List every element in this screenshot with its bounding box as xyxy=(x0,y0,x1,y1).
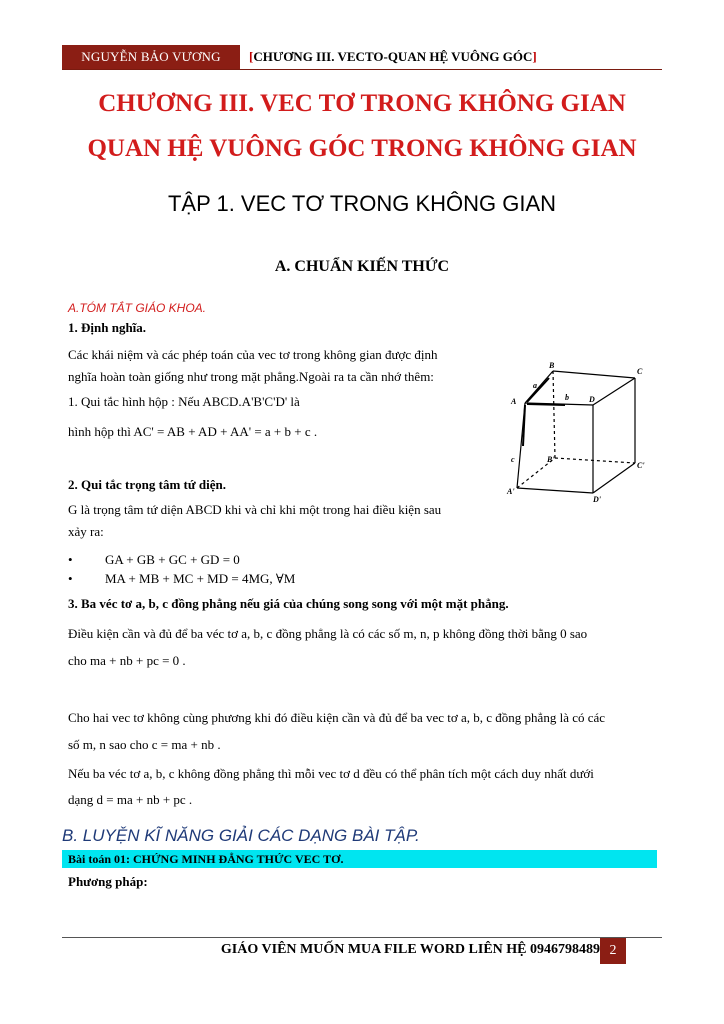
chapter-title-line1: CHƯƠNG III. VEC TƠ TRONG KHÔNG GIAN xyxy=(98,90,626,117)
label-Dp: D' xyxy=(593,495,601,504)
rule2-heading: 2. Qui tắc trọng tâm tứ diện. xyxy=(68,477,227,492)
bracket-open: [ xyxy=(249,49,254,64)
volume-subtitle: TẬP 1. VEC TƠ TRONG KHÔNG GIAN xyxy=(167,191,557,216)
label-Cp: C' xyxy=(637,461,645,470)
rule1-text-b: hình hộp thì AC' = AB + AD + AA' = a + b + c . xyxy=(68,424,318,439)
method-label: Phương pháp: xyxy=(68,874,148,889)
header-author: NGUYỄN BẢO VƯƠNG xyxy=(62,45,240,69)
bullet-dot: • xyxy=(68,571,73,586)
label-vector-b: b xyxy=(565,393,569,402)
paragraph2-line1: Cho hai vec tơ không cùng phương khi đó điều kiện cần và đủ để ba vec tơ a, b, c đồng phẳng là có các xyxy=(68,710,606,725)
rule3-text-2: cho ma + nb + pc = 0 . xyxy=(68,653,186,668)
page-header xyxy=(62,45,662,70)
paragraph2-line2: số m, n sao cho c = ma + nb . xyxy=(68,737,221,752)
edge-BpCp-hidden xyxy=(555,458,635,463)
rule2-text-1: G là trọng tâm tứ diện ABCD khi và chỉ khi một trong hai điều kiện sau xyxy=(68,502,442,517)
label-Ap: A' xyxy=(507,487,515,496)
definition-heading: 1. Định nghĩa. xyxy=(68,320,147,335)
footer-divider xyxy=(62,937,662,938)
rule2-text-2: xảy ra: xyxy=(68,524,104,539)
footer-contact: GIÁO VIÊN MUỐN MUA FILE WORD LIÊN HỆ 0946798489 xyxy=(220,942,600,957)
rule3-text-1: Điều kiện cần và đủ để ba véc tơ a, b, c đồng phẳng là có các số m, n, p không đồng thời bằng 0 sao xyxy=(68,626,588,641)
edge-DpCp xyxy=(593,463,635,493)
summary-heading: A.TÓM TẮT GIÁO KHOA. xyxy=(68,301,207,315)
label-D: D xyxy=(589,395,595,404)
bullet-equation: GA + GB + GC + GD = 0 xyxy=(105,552,240,567)
definition-text-1: Các khái niệm và các phép toán của vec tơ trong không gian được định xyxy=(68,347,438,362)
header-chapter-text: CHƯƠNG III. VECTO-QUAN HỆ VUÔNG GÓC xyxy=(253,49,533,64)
vector-c-arrow xyxy=(523,405,525,446)
vector-a-arrow xyxy=(527,378,549,402)
label-A: A xyxy=(511,397,517,406)
edge-ApDp xyxy=(517,488,593,493)
label-vector-a: a xyxy=(533,381,537,390)
label-Bp: B' xyxy=(547,455,555,464)
bullet-equation: MA + MB + MC + MD = 4MG, ∀M xyxy=(105,571,296,586)
bullet-dot: • xyxy=(68,552,73,567)
edge-BBp-hidden xyxy=(553,371,555,458)
page-number-box xyxy=(600,938,662,964)
rule1-text-a: 1. Qui tắc hình hộp : Nếu ABCD.A'B'C'D' là xyxy=(68,394,300,409)
problem-01-banner: Bài toán 01: CHỨNG MINH ĐẲNG THỨC VEC TƠ. xyxy=(62,850,657,868)
chapter-title-line2: QUAN HỆ VUÔNG GÓC TRONG KHÔNG GIAN xyxy=(87,135,637,162)
header-chapter xyxy=(249,45,537,69)
label-B: B xyxy=(549,361,555,370)
rule3-heading: 3. Ba véc tơ a, b, c đồng phẳng nếu giá của chúng song song với một mặt phẳng. xyxy=(68,596,509,611)
parallelepiped-figure xyxy=(503,358,653,508)
bracket-close: ] xyxy=(532,49,537,64)
edge-DC xyxy=(593,378,635,405)
vector-b-arrow xyxy=(527,404,565,405)
paragraph3-line2: dạng d = ma + nb + pc . xyxy=(68,792,193,807)
definition-text-2: nghĩa hoàn toàn giống như trong mặt phẳng.Ngoài ra ta cần nhớ thêm: xyxy=(68,369,434,384)
paragraph3-line1: Nếu ba véc tơ a, b, c không đồng phẳng thì mỗi vec tơ d đều có thể phân tích một cách duy nhất dưới xyxy=(68,766,594,781)
section-a-heading: A. CHUẨN KIẾN THỨC xyxy=(274,258,450,275)
edge-BC xyxy=(553,371,635,378)
page-number: 2 xyxy=(600,938,626,964)
section-b-heading: B. LUYỆN KĨ NĂNG GIẢI CÁC DẠNG BÀI TẬP. xyxy=(62,826,420,845)
label-vector-c: c xyxy=(511,455,515,464)
label-C: C xyxy=(637,367,643,376)
